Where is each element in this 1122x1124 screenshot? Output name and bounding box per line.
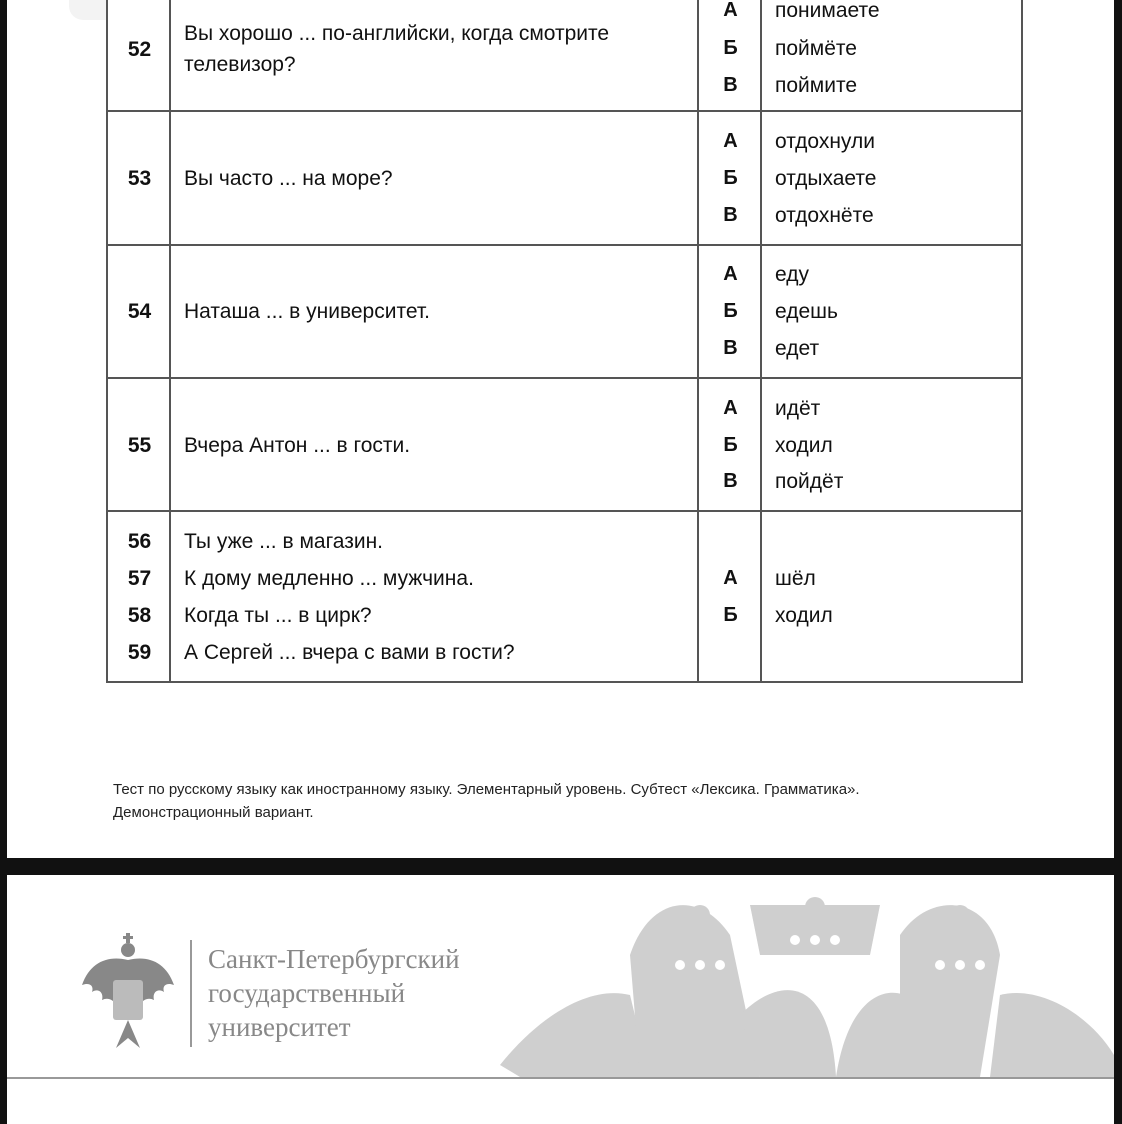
option-text: ходил [775, 434, 833, 457]
option-letter: В [723, 337, 738, 359]
option-text: понимаете [775, 0, 880, 22]
university-name [208, 942, 460, 1044]
option-text: едешь [775, 300, 838, 323]
logo-divider [190, 940, 192, 1047]
question-number: 57 [127, 567, 152, 590]
option-letter: Б [723, 434, 738, 456]
option-letter: Б [723, 604, 738, 626]
table-row [106, 379, 1023, 512]
question-number: 56 [127, 530, 152, 553]
option-text: едет [775, 337, 820, 360]
question-text: К дому медленно ... мужчина. [184, 567, 474, 590]
question-number: 52 [127, 38, 152, 61]
table-row [106, 112, 1023, 246]
option-text: поймёте [775, 37, 857, 60]
option-letter: В [723, 74, 738, 96]
question-text: Вы часто ... на море? [184, 167, 393, 190]
option-letter: А [723, 0, 738, 21]
question-text: А Сергей ... вчера с вами в гости? [184, 641, 515, 664]
question-text: Вы хорошо ... по-английски, когда смотрите телевизор? [184, 22, 610, 76]
university-name-line: Санкт-Петербургский [208, 944, 460, 974]
question-number: 53 [127, 167, 152, 190]
coat-of-arms-icon [78, 930, 182, 1055]
question-number: 58 [127, 604, 152, 627]
decorative-emblem-ornament [500, 895, 1114, 1077]
question-number: 55 [127, 434, 152, 457]
option-text: шёл [775, 567, 816, 590]
option-letter: А [723, 397, 738, 419]
option-text: еду [775, 263, 809, 286]
footer-line: Тест по русскому языку как иностранному языку. Элементарный уровень. Субтест «Лексика. Грамматика». [113, 781, 860, 798]
option-text: отдыхаете [775, 167, 877, 190]
university-name-line: государственный [208, 978, 406, 1008]
option-letter: Б [723, 300, 738, 322]
page-footer [113, 778, 860, 824]
option-letter: В [723, 470, 738, 492]
footer-line: Демонстрационный вариант. [113, 804, 314, 821]
option-text: отдохнули [775, 130, 875, 153]
question-number: 59 [127, 641, 152, 664]
option-text: поймите [775, 74, 858, 97]
question-number: 54 [127, 300, 152, 323]
option-text: ходил [775, 604, 833, 627]
option-text: идёт [775, 397, 821, 420]
table-row [106, 0, 1023, 112]
question-text: Вчера Антон ... в гости. [184, 434, 411, 457]
header-rule [7, 1077, 1114, 1079]
question-text: Ты уже ... в магазин. [184, 530, 384, 553]
table-row [106, 512, 1023, 683]
option-text: пойдёт [775, 470, 844, 493]
option-letter: Б [723, 167, 738, 189]
option-letter: А [723, 263, 738, 285]
table-row [106, 246, 1023, 379]
question-text: Наташа ... в университет. [184, 300, 430, 323]
university-name-line: университет [208, 1012, 351, 1042]
option-letter: А [723, 567, 738, 589]
option-letter: В [723, 204, 738, 226]
option-letter: А [723, 130, 738, 152]
option-letter: Б [723, 37, 738, 59]
question-text: Когда ты ... в цирк? [184, 604, 372, 627]
option-text: отдохнёте [775, 204, 874, 227]
